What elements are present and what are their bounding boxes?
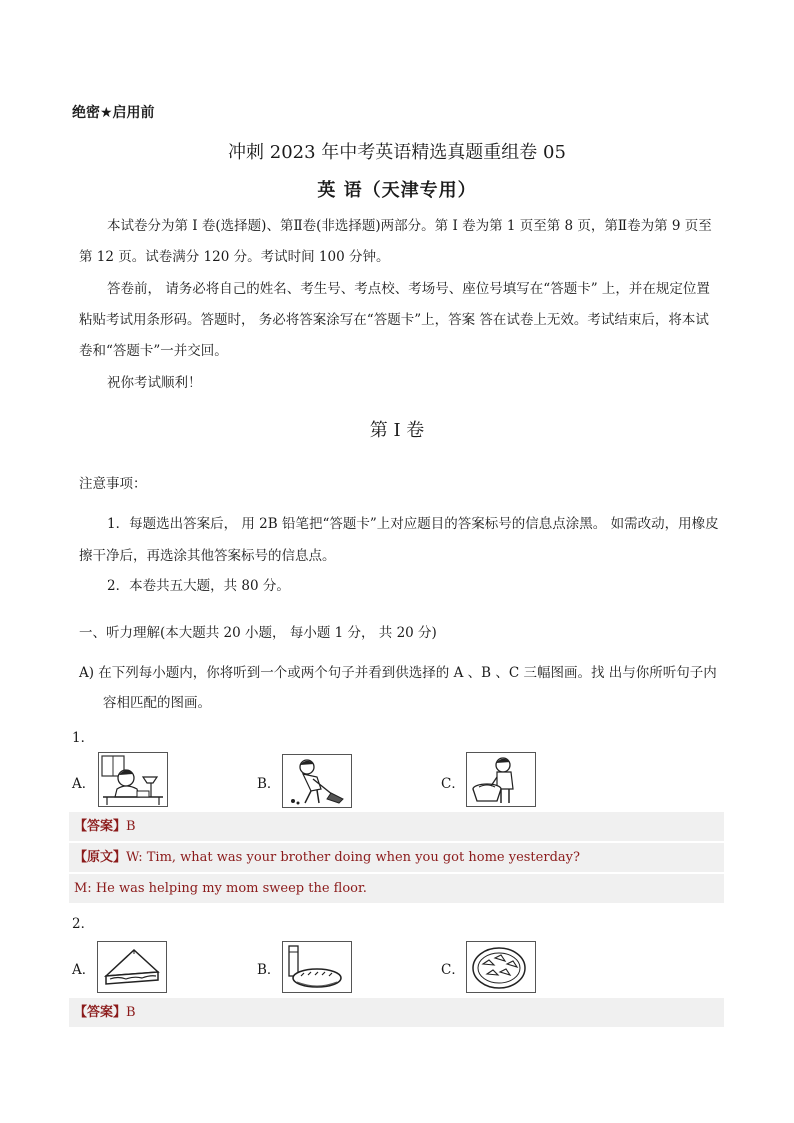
script-text-1: W: Tim, what was your brother doing when you got home yesterday?: [126, 850, 580, 865]
question-1-option-b-label: B．: [257, 776, 281, 792]
exam-title: 冲刺 2023 年中考英语精选真题重组卷 05: [228, 142, 566, 163]
question-1-script-line-2: [74, 874, 367, 903]
question-1-answer: [74, 812, 136, 841]
boy-reading-at-desk-icon: [98, 752, 168, 807]
notes-heading: 注意事项：: [79, 476, 147, 492]
answer-tag: 【答案】: [74, 1005, 127, 1020]
answer-value: B: [126, 1005, 136, 1020]
question-2-answer: [74, 998, 136, 1027]
section-part-a-instruction: A) 在下列每小题内，你将听到一个或两个句子并看到供选择的 A 、B 、C 三幅图画。找 出与你所听句子内容相匹配的图画。: [79, 665, 717, 711]
bread-and-milk-icon: [282, 941, 352, 993]
dumplings-plate-icon: [466, 941, 536, 993]
answer-value: B: [126, 819, 136, 834]
note-item-1: 1．每题选出答案后， 用 2B 铅笔把“答题卡”上对应题目的答案标号的信息点涂黑。 如需改动，用橡皮擦干净后，再选涂其他答案标号的信息点。: [79, 516, 719, 564]
question-2-option-c-label: C．: [441, 962, 465, 978]
question-2-option-a-label: A．: [72, 962, 96, 978]
question-1-answer-bar: [69, 812, 724, 841]
volume-heading: 第 I 卷: [369, 420, 425, 441]
confidential-label: 绝密★启用前: [72, 105, 155, 121]
section-listening-title: 一、听力理解(本大题共 20 小题， 每小题 1 分， 共 20 分): [79, 625, 437, 641]
note-item-2: 2．本卷共五大题，共 80 分。: [107, 578, 290, 594]
question-2-number: 2．: [72, 916, 95, 932]
question-1-number: 1．: [72, 730, 95, 746]
instruction-paragraph-1: 本试卷分为第 I 卷(选择题)、第Ⅱ卷(非选择题)两部分。第 I 卷为第 1 页至第 8 页，第Ⅱ卷为第 9 页至第 12 页。试卷满分 120 分。考试时间 100 分钟。: [79, 218, 712, 265]
instruction-paragraph-2: 答卷前， 请务必将自己的姓名、考生号、考点校、考场号、座位号填写在“答题卡” 上，并在规定位置粘贴考试用条形码。答题时， 务必将答案涂写在“答题卡”上，答案 答在试卷上无效。考试结束后，将本试卷和“答题卡”一并交回。: [79, 281, 710, 359]
question-1-script-line-1: [74, 843, 580, 872]
question-1-option-c-label: C．: [441, 776, 465, 792]
sandwich-icon: [97, 941, 167, 993]
answer-tag: 【答案】: [74, 819, 127, 834]
question-2-option-b-label: B．: [257, 962, 281, 978]
script-tag: 【原文】: [74, 850, 127, 865]
good-luck-text: 祝你考试顺利！: [107, 375, 202, 391]
boy-washing-clothes-icon: [466, 752, 536, 807]
question-2-answer-bar: [69, 998, 724, 1027]
question-1-option-a-label: A．: [72, 776, 96, 792]
exam-subtitle: 英 语（天津专用）: [317, 180, 477, 201]
script-text-2: M: He was helping my mom sweep the floor.: [74, 881, 367, 896]
boy-sweeping-floor-icon: [282, 754, 352, 808]
